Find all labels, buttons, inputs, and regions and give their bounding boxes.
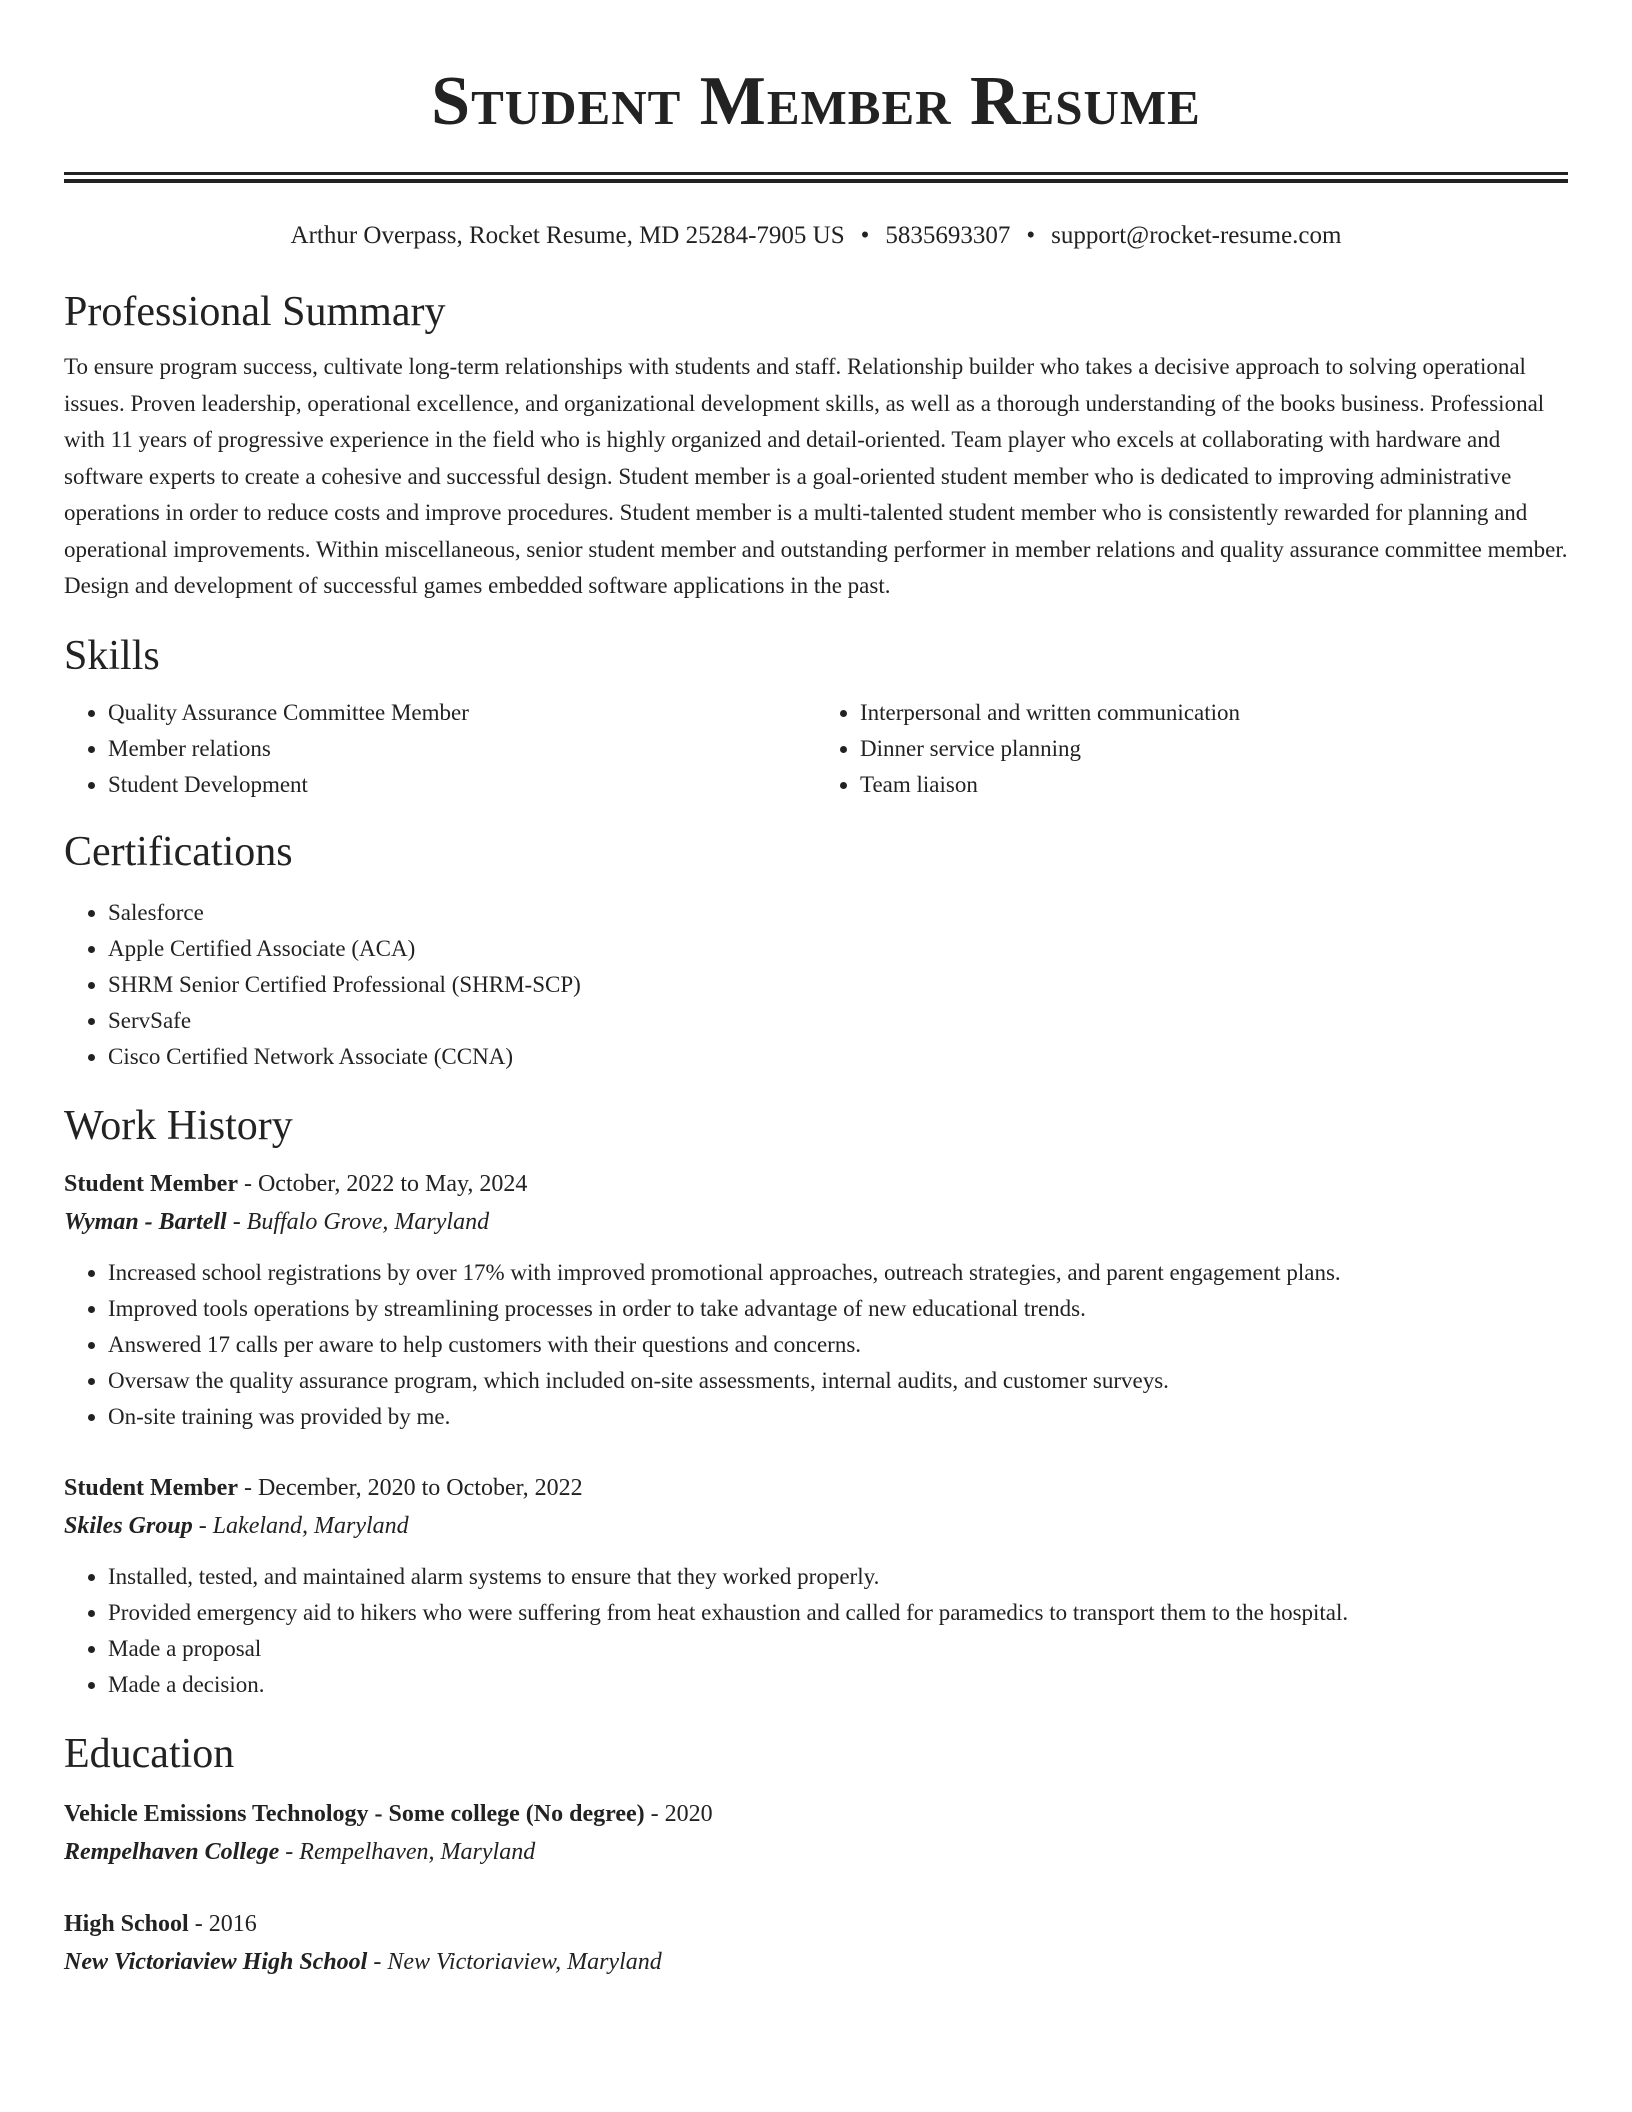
job-bullet: • On-site training was provided by me. <box>108 1399 1568 1435</box>
education-heading: Education <box>64 1730 235 1777</box>
certifications-heading: Certifications <box>64 828 293 875</box>
work-history-heading: Work History <box>64 1102 293 1149</box>
education-school: Rempelhaven College <box>64 1838 280 1865</box>
education-year: - 2016 <box>188 1910 257 1937</box>
job-bullet: • Made a proposal <box>108 1631 1568 1667</box>
contact-address: Arthur Overpass, Rocket Resume, MD 25284-7905 US <box>290 222 845 249</box>
certification-item: • ServSafe <box>108 1003 1568 1039</box>
contact-separator: • <box>860 222 870 249</box>
job-entry <box>64 1469 1568 1703</box>
skills-heading: Skills <box>64 632 160 679</box>
job-bullet: • Increased school registrations by over 17% with improved promotional approaches, outreach strategies, and parent engagement plans. <box>108 1255 1568 1291</box>
education-school-line <box>64 1833 1568 1871</box>
job-title-line <box>64 1165 1568 1203</box>
job-company-line <box>64 1203 1568 1241</box>
certifications-list <box>64 895 1568 1075</box>
education-school-line <box>64 1943 1568 1981</box>
education-entry <box>64 1905 1568 1981</box>
certification-item: • Salesforce <box>108 895 1568 931</box>
job-company-line <box>64 1507 1568 1545</box>
contact-email: support@rocket-resume.com <box>1051 222 1342 249</box>
skills-list-right <box>816 695 1568 803</box>
job-bullet: • Oversaw the quality assurance program, which included on-site assessments, internal audits, and customer surveys. <box>108 1363 1568 1399</box>
job-bullet: • Provided emergency aid to hikers who were suffering from heat exhaustion and called for paramedics to transport them to the hospital. <box>108 1595 1568 1631</box>
job-title: Student Member <box>64 1474 238 1501</box>
job-title: Student Member <box>64 1170 238 1197</box>
education-degree-line <box>64 1905 1568 1943</box>
skill-item: • Dinner service planning <box>860 731 1568 767</box>
skill-item: • Interpersonal and written communication <box>860 695 1568 731</box>
job-location: - Buffalo Grove, Maryland <box>226 1208 490 1235</box>
education-degree-line <box>64 1795 1568 1833</box>
skills-list-left <box>64 695 816 803</box>
education-school: New Victoriaview High School <box>64 1948 368 1975</box>
skills-column-left <box>64 695 816 803</box>
job-location: - Lakeland, Maryland <box>192 1512 409 1539</box>
skill-item: • Member relations <box>108 731 816 767</box>
job-company: Skiles Group <box>64 1512 193 1539</box>
job-company: Wyman - Bartell <box>64 1208 227 1235</box>
job-bullet: • Made a decision. <box>108 1667 1568 1703</box>
education-location: - Rempelhaven, Maryland <box>279 1838 536 1865</box>
education-year: - 2020 <box>644 1800 713 1827</box>
job-bullet: • Improved tools operations by streamlining processes in order to take advantage of new educational trends. <box>108 1291 1568 1327</box>
education-degree: High School <box>64 1910 189 1937</box>
skill-item: • Team liaison <box>860 767 1568 803</box>
job-dates: - October, 2022 to May, 2024 <box>237 1170 528 1197</box>
education-entry <box>64 1795 1568 1871</box>
title-divider <box>64 172 1568 183</box>
job-entry <box>64 1165 1568 1435</box>
job-bullet: • Installed, tested, and maintained alarm systems to ensure that they worked properly. <box>108 1559 1568 1595</box>
education-location: - New Victoriaview, Maryland <box>367 1948 662 1975</box>
skill-item: • Quality Assurance Committee Member <box>108 695 816 731</box>
contact-line <box>64 221 1568 251</box>
contact-separator: • <box>1026 222 1036 249</box>
certification-item: • SHRM Senior Certified Professional (SHRM-SCP) <box>108 967 1568 1003</box>
summary-heading: Professional Summary <box>64 289 446 335</box>
education-degree: Vehicle Emissions Technology - Some college (No degree) <box>64 1800 645 1827</box>
job-bullets <box>64 1255 1568 1435</box>
certification-item: • Cisco Certified Network Associate (CCNA) <box>108 1039 1568 1075</box>
skills-grid <box>64 695 1568 803</box>
skill-item: • Student Development <box>108 767 816 803</box>
resume-title: Student Member Resume <box>431 63 1201 140</box>
contact-phone: 5835693307 <box>885 222 1011 249</box>
job-bullet: • Answered 17 calls per aware to help customers with their questions and concerns. <box>108 1327 1568 1363</box>
job-title-line <box>64 1469 1568 1507</box>
skills-column-right <box>816 695 1568 803</box>
job-bullets <box>64 1559 1568 1703</box>
job-dates: - December, 2020 to October, 2022 <box>237 1474 583 1501</box>
certification-item: • Apple Certified Associate (ACA) <box>108 931 1568 967</box>
summary-text: To ensure program success, cultivate long-term relationships with students and staff. Relationship builder who takes a decisive approach to solving operational issues. Proven leadership, operational excellence, and organizational development skills, as well as a thorough understanding of the books business. Professional with 11 years of progressive experience in the field who is highly organized and detail-oriented. Team player who excels at collaborating with hardware and software experts to create a cohesive and successful design. Student member is a goal-oriented student member who is dedicated to improving administrative operations in order to reduce costs and improve procedures. Student member is a multi-talented student member who is consistently rewarded for planning and operational improvements. Within miscellaneous, senior student member and outstanding performer in member relations and quality assurance committee member. Design and development of successful games embedded software applications in the past. <box>64 354 1568 598</box>
